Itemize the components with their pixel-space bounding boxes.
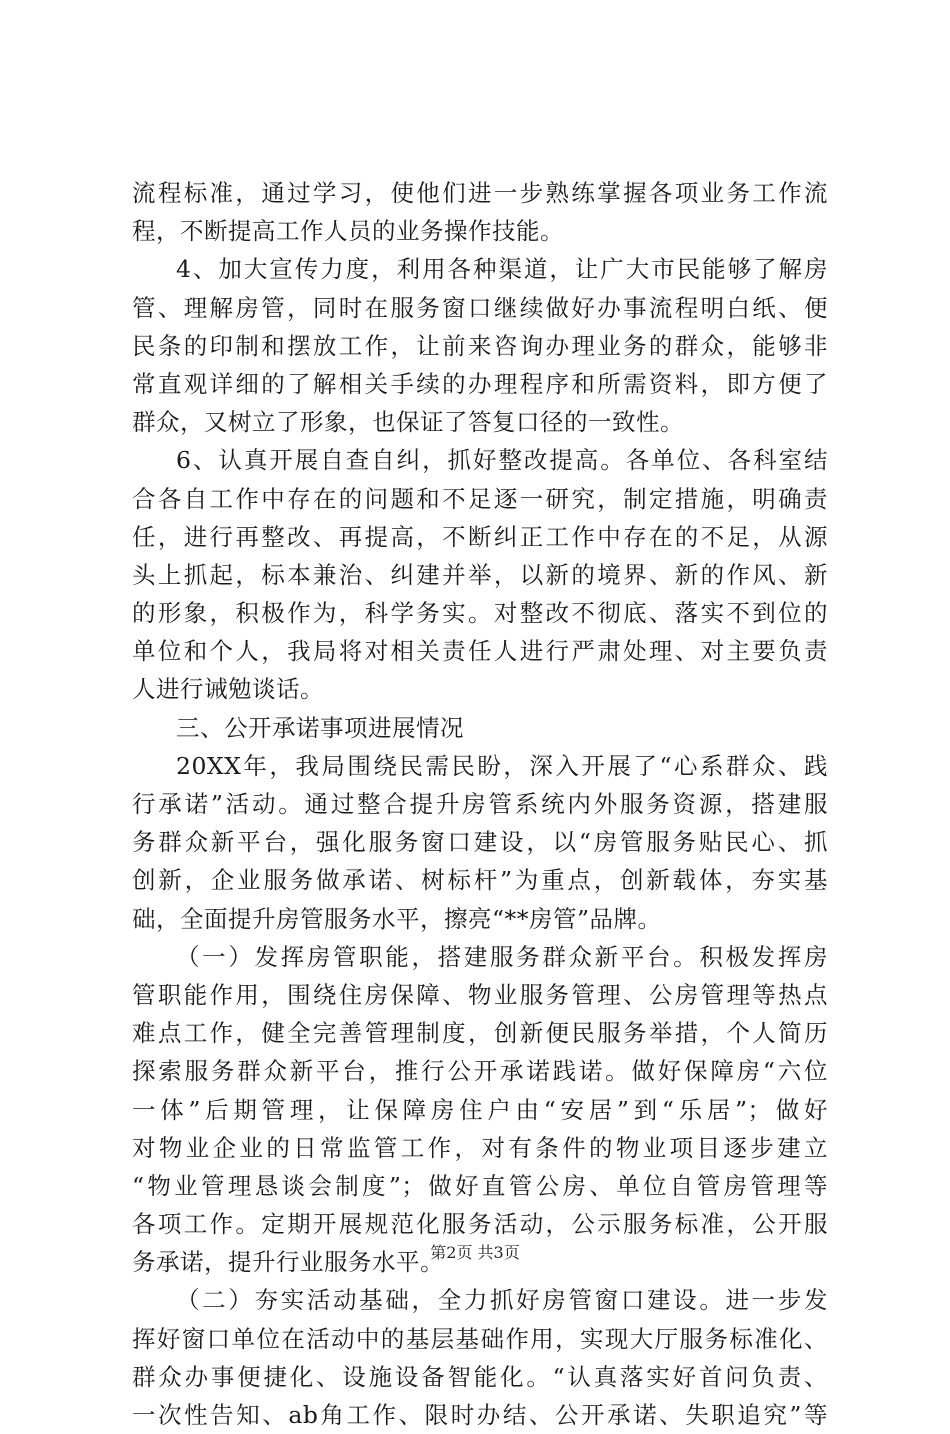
text-line: （一）发挥房管职能，搭建服务群众新平台。积极发挥房 xyxy=(176,942,828,971)
text-line: 群众办事便捷化、设施设备智能化。“认真落实好首问负责、 xyxy=(132,1362,828,1391)
text-line: 流程标准，通过学习，使他们进一步熟练掌握各项业务工作流 xyxy=(132,179,828,207)
text-line: 一次性告知、ab角工作、限时办结、公开承诺、失职追究”等 xyxy=(132,1401,828,1429)
text-line: 常直观详细的了解相关手续的办理程序和所需资料，即方便了 xyxy=(132,369,828,398)
text-line: 人进行诫勉谈话。 xyxy=(132,675,324,704)
text-line: 民条的印制和摆放工作，让前来咨询办理业务的群众，能够非 xyxy=(132,331,828,360)
page-footer: 第2页 共3页 xyxy=(430,1243,520,1262)
text-line: （二）夯实活动基础，全力抓好房管窗口建设。进一步发 xyxy=(176,1286,828,1315)
text-line: 行承诺”活动。通过整合提升房管系统内外服务资源，搭建服 xyxy=(132,790,828,818)
text-line: 难点工作，健全完善管理制度，创新便民服务举措，个人简历 xyxy=(132,1019,828,1048)
text-line: 一体”后期管理，让保障房住户由“安居”到“乐居”；做好 xyxy=(132,1095,828,1124)
text-line: 各项工作。定期开展规范化服务活动，公示服务标准，公开服 xyxy=(132,1210,828,1239)
text-line: 务群众新平台，强化服务窗口建设，以“房管服务贴民心、抓 xyxy=(132,828,828,857)
text-line: 挥好窗口单位在活动中的基层基础作用，实现大厅服务标准化、 xyxy=(132,1324,828,1353)
text-line: 20XX年，我局围绕民需民盼，深入开展了“心系群众、践 xyxy=(176,751,828,780)
text-line: 6、认真开展自查自纠，抓好整改提高。各单位、各科室结 xyxy=(176,446,828,475)
text-line: 创新，企业服务做承诺、树标杆”为重点，创新载体，夯实基 xyxy=(132,866,828,895)
text-line: 任，进行再整改、再提高，不断纠正工作中存在的不足，从源 xyxy=(132,522,828,551)
text-line: 管职能作用，围绕住房保障、物业服务管理、公房管理等热点 xyxy=(132,980,828,1009)
text-line: 对物业企业的日常监管工作，对有条件的物业项目逐步建立 xyxy=(132,1133,828,1162)
text-line: 群众，又树立了形象，也保证了答复口径的一致性。 xyxy=(132,408,684,437)
text-line: 探索服务群众新平台，推行公开承诺践诺。做好保障房“六位 xyxy=(132,1057,828,1086)
text-line: 管、理解房管，同时在服务窗口继续做好办事流程明白纸、便 xyxy=(132,293,828,322)
text-line: “物业管理恳谈会制度”；做好直管公房、单位自管房管理等 xyxy=(132,1171,828,1200)
text-line: 础，全面提升房管服务水平，擦亮“**房管”品牌。 xyxy=(132,904,662,933)
text-line: 务承诺，提升行业服务水平。 xyxy=(132,1248,444,1277)
text-line: 4、加大宣传力度，利用各种渠道，让广大市民能够了解房 xyxy=(176,255,828,284)
text-line: 程，不断提高工作人员的业务操作技能。 xyxy=(132,217,564,246)
text-line: 合各自工作中存在的问题和不足逐一研究，制定措施，明确责 xyxy=(132,484,828,513)
text-line: 单位和个人，我局将对相关责任人进行严肃处理、对主要负责 xyxy=(132,637,828,666)
text-line: 三、公开承诺事项进展情况 xyxy=(176,713,464,742)
text-line: 的形象，积极作为，科学务实。对整改不彻底、落实不到位的 xyxy=(132,599,828,628)
text-line: 头上抓起，标本兼治、纠建并举，以新的境界、新的作风、新 xyxy=(132,560,828,589)
